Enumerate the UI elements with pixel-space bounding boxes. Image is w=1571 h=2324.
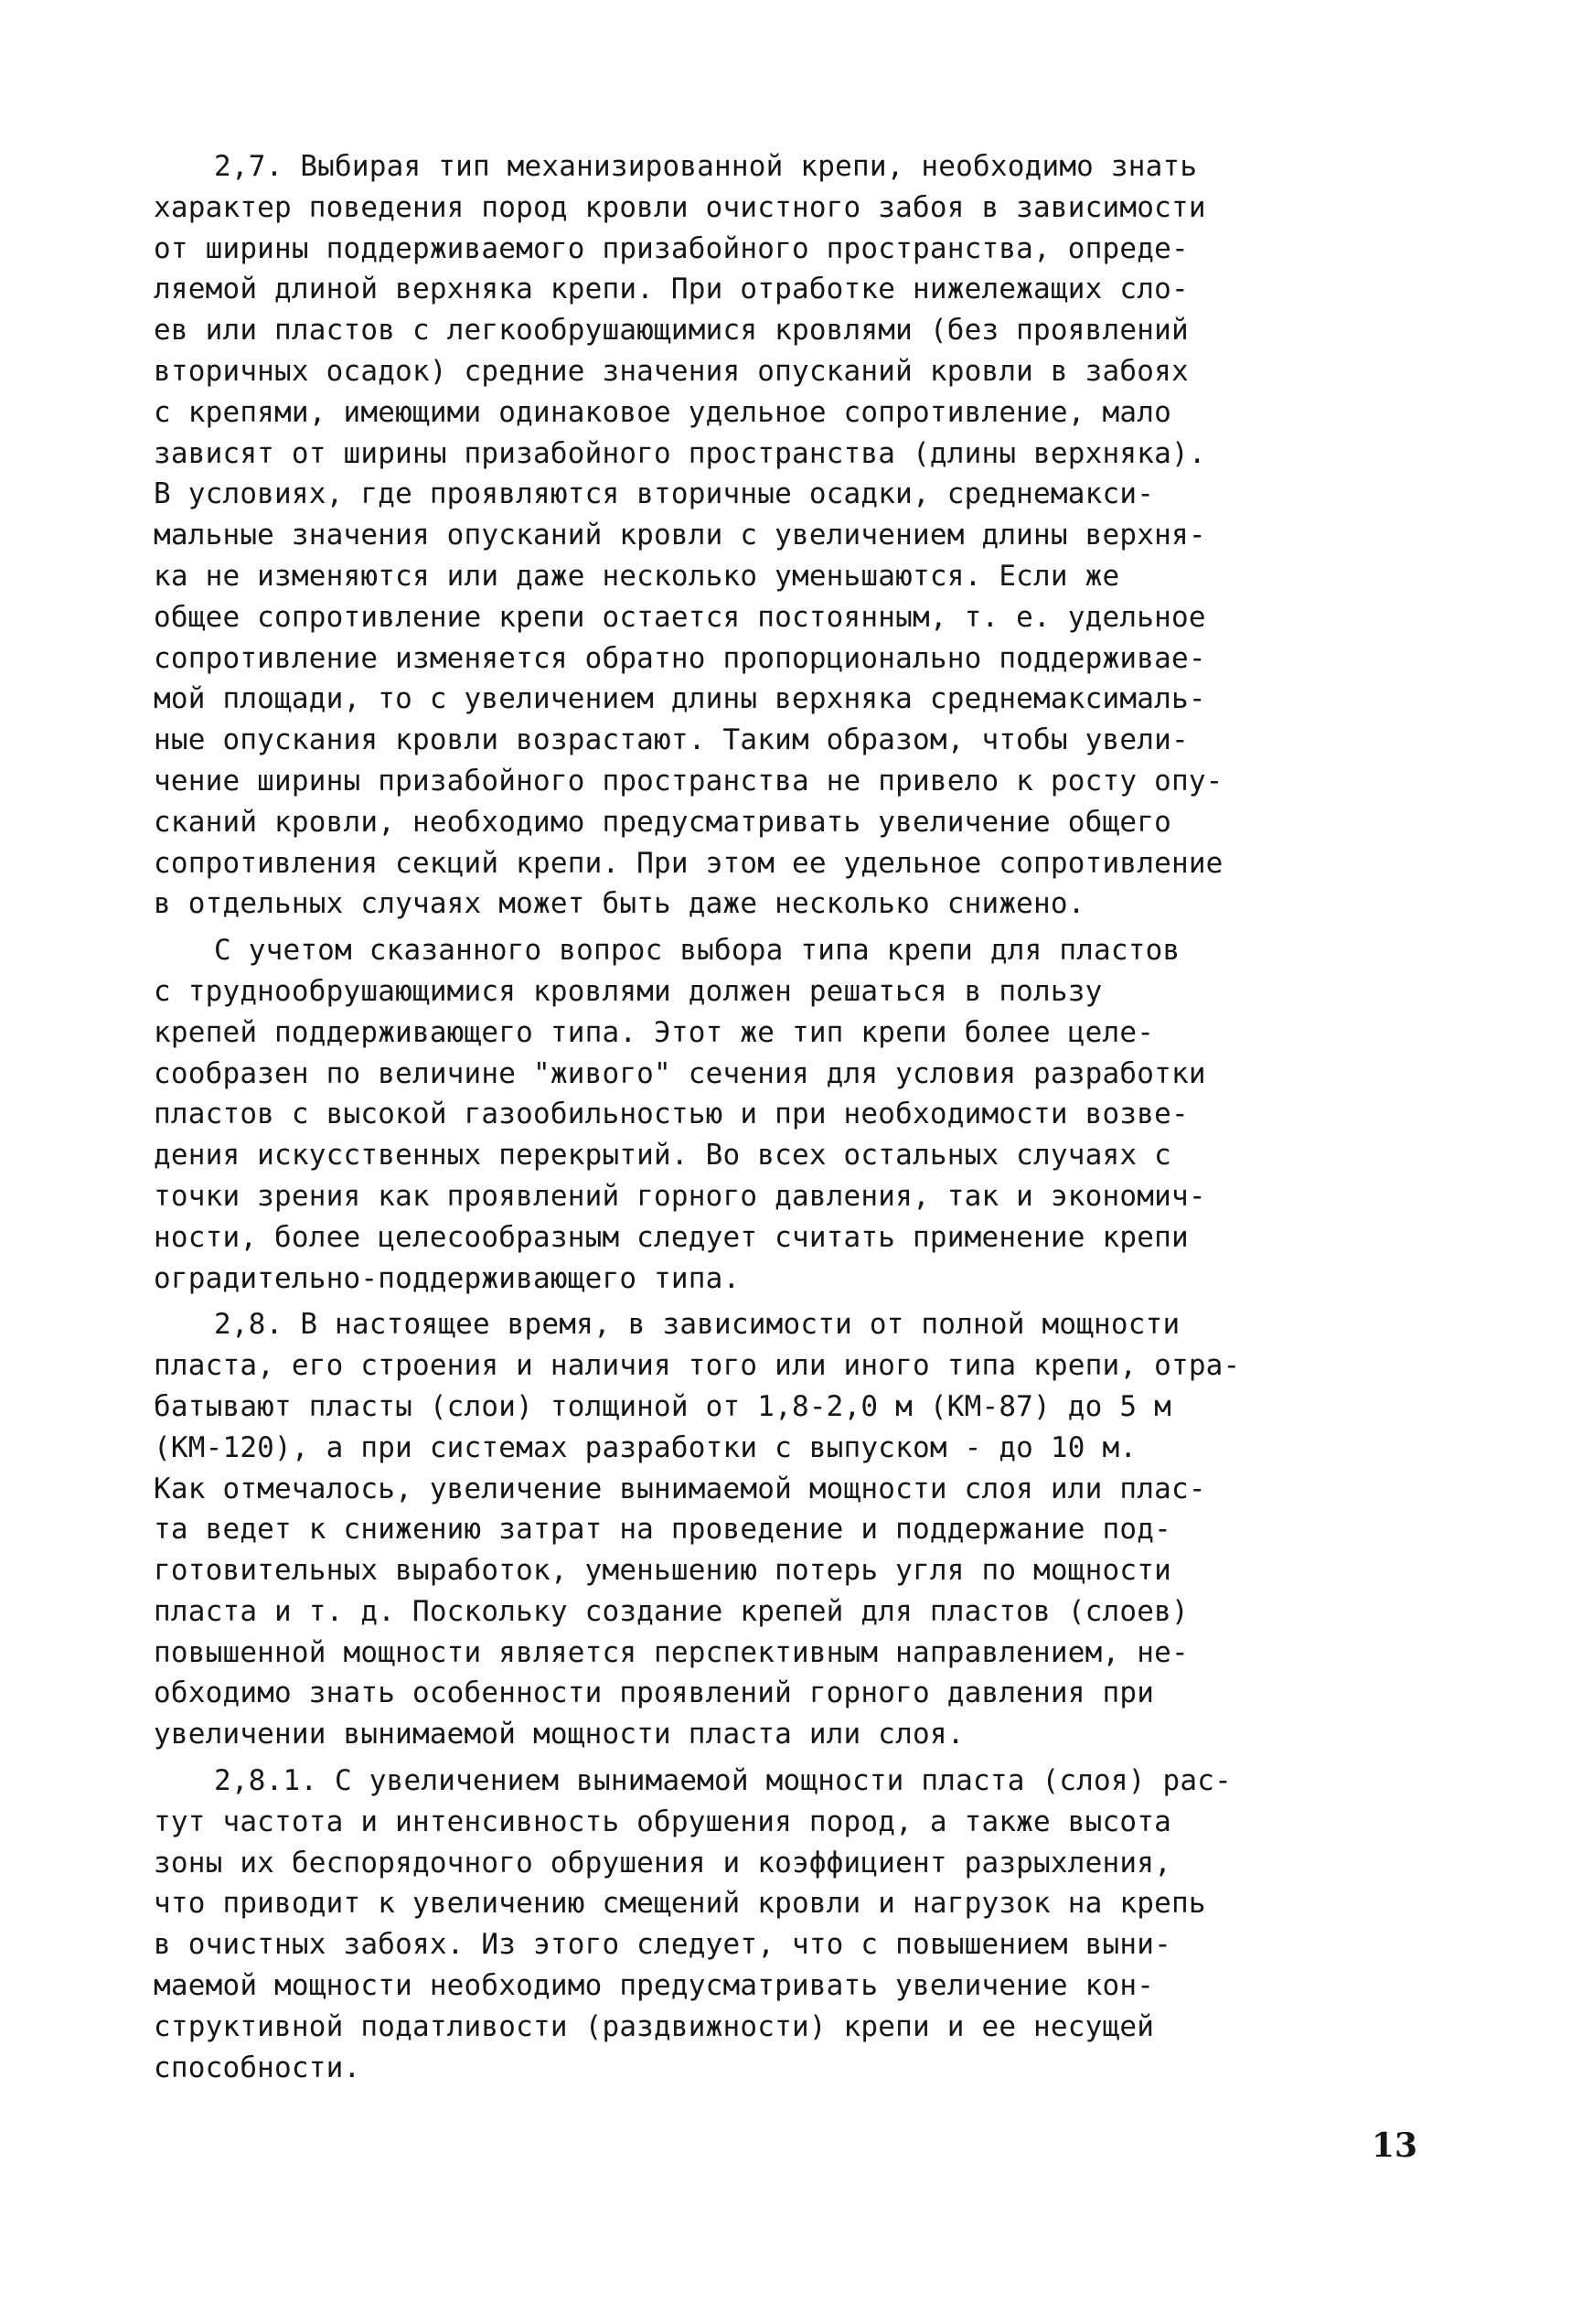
text-line: способности. — [154, 2051, 361, 2084]
text-line: сканий кровли, необходимо предусматривать увеличение общего — [154, 805, 1171, 839]
page-number: 13 — [1372, 2126, 1418, 2165]
text-line: С учетом сказанного вопрос выбора типа крепи для пластов — [214, 934, 1181, 968]
text-line: сообразен по величине "живого" сечения для условия разработки — [154, 1056, 1206, 1090]
text-line: характер поведения пород кровли очистного забоя в зависимости — [154, 190, 1206, 224]
text-line: пласта, его строения и наличия того или иного типа крепи, отра- — [154, 1349, 1241, 1383]
text-line: точки зрения как проявлений горного давления, так и экономич- — [154, 1179, 1206, 1213]
text-line: готовительных выработок, уменьшению потерь угля по мощности — [154, 1554, 1171, 1588]
text-line: в отдельных случаях может быть даже несколько снижено. — [154, 887, 1085, 921]
text-line: 2,7. Выбирая тип механизированной крепи, необходимо знать — [214, 150, 1198, 183]
text-line: общее сопротивление крепи остается постоянным, т. е. удельное — [154, 600, 1206, 634]
paragraph — [154, 930, 1452, 1299]
text-line: вторичных осадок) средние значения опусканий кровли в забоях — [154, 354, 1189, 388]
paragraph — [154, 146, 1452, 925]
text-line: пластов с высокой газообильностью и при необходимости возве- — [154, 1098, 1189, 1131]
text-line: В условиях, где проявляются вторичные осадки, среднемакси- — [154, 477, 1155, 511]
text-line: 2,8.1. С увеличением вынимаемой мощности пласта (слоя) рас- — [214, 1764, 1232, 1798]
text-line: чение ширины призабойного пространства не привело к росту опу- — [154, 764, 1224, 798]
text-line: с труднообрушающимися кровлями должен решаться в пользу — [154, 974, 1103, 1008]
text-line: с крепями, имеющими одинаковое удельное сопротивление, мало — [154, 395, 1171, 429]
text-line: крепей поддерживающего типа. Этот же тип крепи более целе- — [154, 1015, 1155, 1049]
text-line: ев или пластов с легкообрушающимися кровлями (без проявлений — [154, 314, 1189, 348]
text-line: зависят от ширины призабойного пространства (длины верхняка). — [154, 436, 1206, 470]
text-line: ности, более целесообразным следует считать применение крепи — [154, 1220, 1189, 1254]
text-line: сопротивление изменяется обратно пропорционально поддерживае- — [154, 641, 1206, 675]
body-text — [154, 146, 1452, 2094]
text-line: увеличении вынимаемой мощности пласта или слоя. — [154, 1718, 965, 1751]
text-line: от ширины поддерживаемого призабойного пространства, опреде- — [154, 231, 1189, 265]
text-line: что приводит к увеличению смещений кровли и нагрузок на крепь — [154, 1887, 1206, 1921]
paragraph — [154, 1304, 1452, 1755]
text-line: ляемой длиной верхняка крепи. При отработке нижележащих сло- — [154, 273, 1189, 306]
text-line: зоны их беспорядочного обрушения и коэффициент разрыхления, — [154, 1846, 1171, 1880]
text-line: оградительно-поддерживающего типа. — [154, 1261, 741, 1295]
text-line: ные опускания кровли возрастают. Таким образом, чтобы увели- — [154, 723, 1189, 757]
text-line: маемой мощности необходимо предусматривать увеличение кон- — [154, 1969, 1155, 2003]
text-line: дения искусственных перекрытий. Во всех остальных случаях с — [154, 1139, 1171, 1173]
text-line: батывают пласты (слои) толщиной от 1,8-2,0 м (КМ-87) до 5 м — [154, 1389, 1171, 1423]
text-line: в очистных забоях. Из этого следует, что с повышением выни- — [154, 1928, 1171, 1962]
text-line: мой площади, то с увеличением длины верхняка среднемаксималь- — [154, 682, 1206, 716]
paragraph — [154, 1761, 1452, 2088]
text-line: (КМ-120), а при системах разработки с выпуском - до 10 м. — [154, 1430, 1138, 1464]
text-line: та ведет к снижению затрат на проведение и поддержание под- — [154, 1513, 1171, 1547]
text-line: ка не изменяются или даже несколько уменьшаются. Если же — [154, 559, 1120, 593]
text-line: тут частота и интенсивность обрушения пород, а также высота — [154, 1805, 1171, 1838]
text-line: мальные значения опусканий кровли с увеличением длины верхня- — [154, 519, 1206, 552]
text-line: повышенной мощности является перспективным направлением, не- — [154, 1635, 1189, 1669]
text-line: сопротивления секций крепи. При этом ее удельное сопротивление — [154, 846, 1224, 880]
text-line: 2,8. В настоящее время, в зависимости от полной мощности — [214, 1308, 1181, 1342]
text-line: структивной податливости (раздвижности) крепи и ее несущей — [154, 2009, 1155, 2043]
text-line: Как отмечалось, увеличение вынимаемой мощности слоя или плас- — [154, 1472, 1206, 1505]
text-line: обходимо знать особенности проявлений горного давления при — [154, 1676, 1155, 1710]
text-line: пласта и т. д. Поскольку создание крепей для пластов (слоев) — [154, 1594, 1189, 1628]
